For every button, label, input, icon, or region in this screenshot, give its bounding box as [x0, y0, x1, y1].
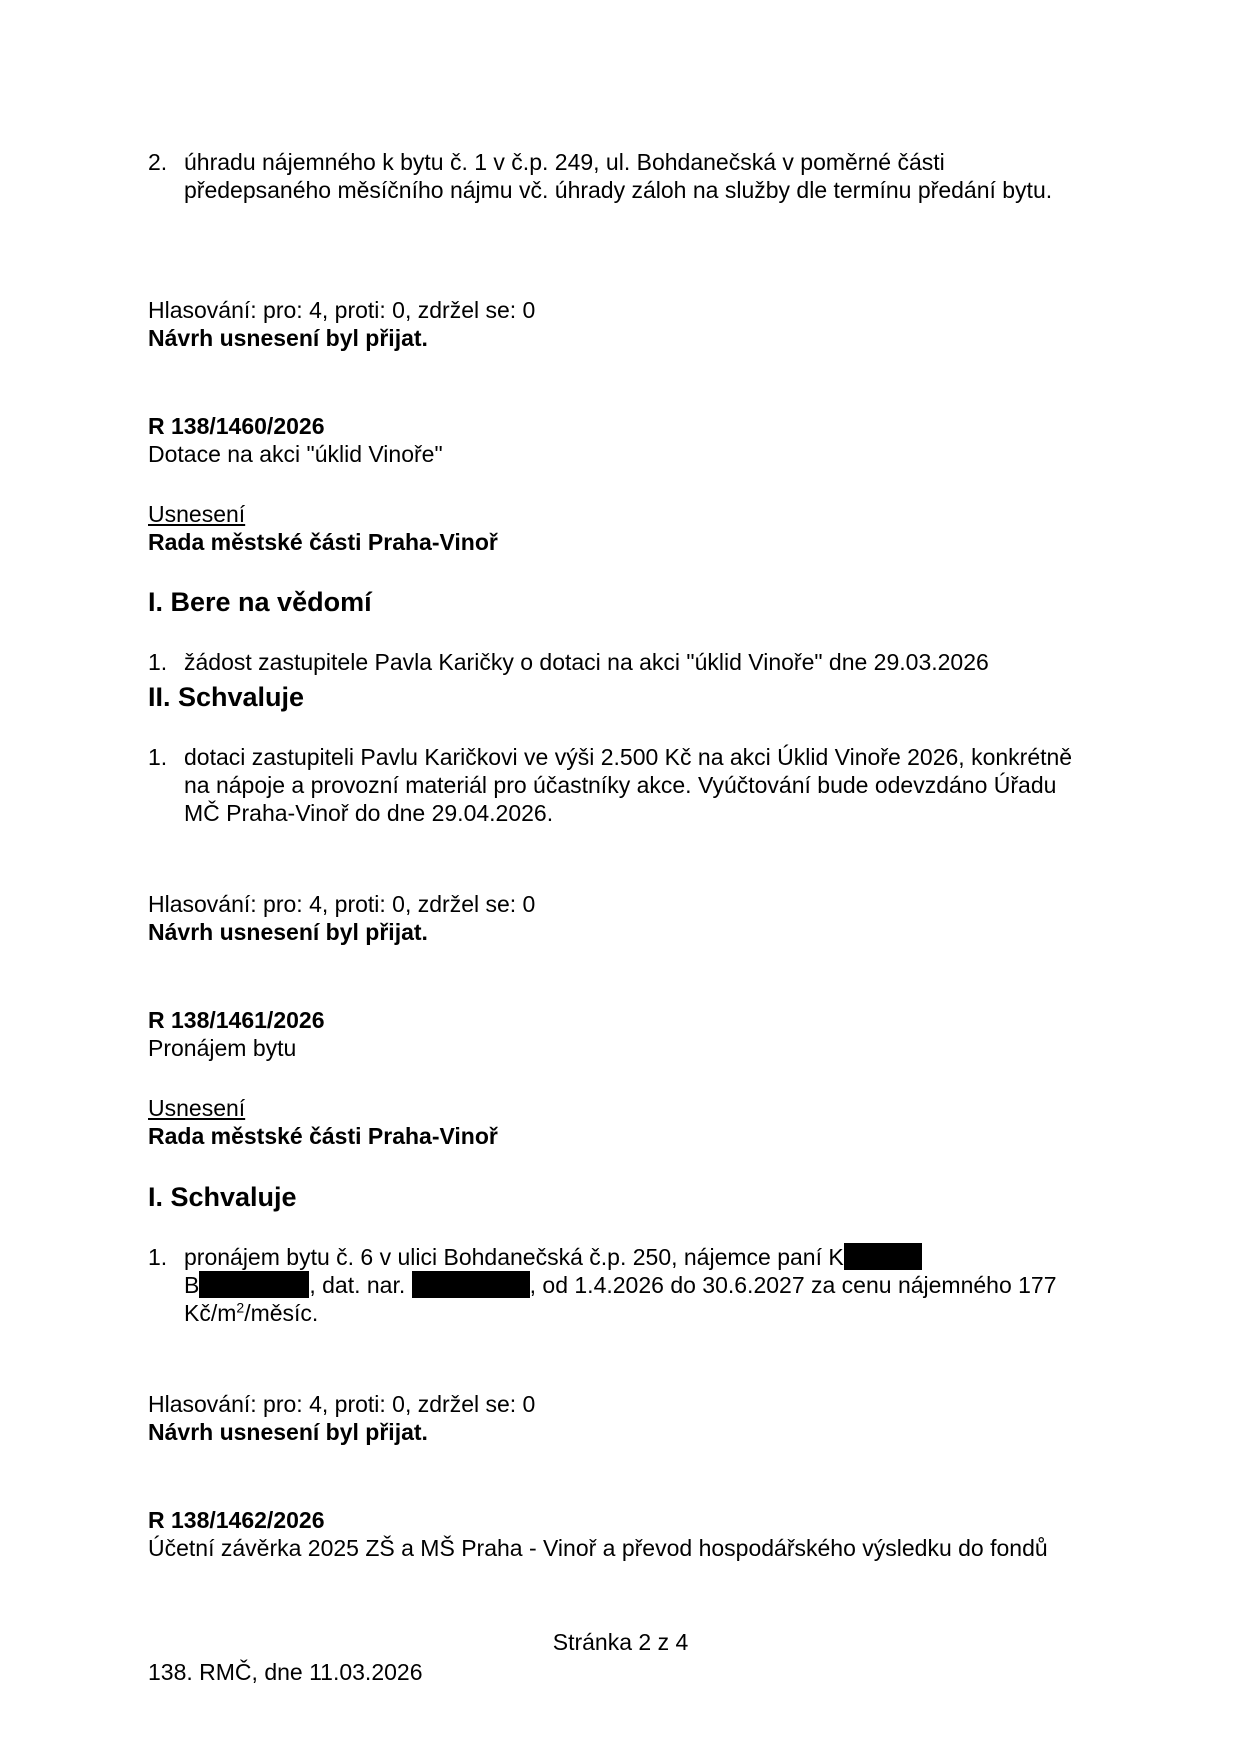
list-item-number: 1.: [148, 744, 168, 770]
vote-result: [148, 890, 1088, 946]
text-fragment: /měsíc.: [244, 1300, 319, 1326]
vote-text: Hlasování: pro: 4, proti: 0, zdržel se: 0: [148, 1391, 536, 1417]
redacted-block: [412, 1271, 530, 1298]
council-name: Rada městské části Praha-Vinoř: [148, 529, 498, 555]
text-fragment: , od 1.4.2026 do 30.6.2027 za cenu nájemného 177 Kč/m: [184, 1272, 1057, 1326]
text-fragment: pronájem bytu č. 6 v ulici Bohdanečská č.p. 250, nájemce paní K: [184, 1244, 844, 1270]
vote-text: Hlasování: pro: 4, proti: 0, zdržel se: 0: [148, 891, 536, 917]
list-item: [148, 148, 1088, 204]
resolution-id: R 138/1461/2026: [148, 1007, 325, 1033]
vote-outcome: Návrh usnesení byl přijat.: [148, 919, 428, 945]
list-item-text: žádost zastupitele Pavla Karičky o dotaci na akci "úklid Vinoře" dne 29.03.2026: [184, 649, 989, 675]
resolution-header: [148, 412, 1088, 468]
vote-result: [148, 296, 1088, 352]
redacted-block: [844, 1243, 922, 1270]
section-heading: I. Schvaluje: [148, 1182, 297, 1212]
usneseni-label: Usnesení: [148, 1095, 246, 1121]
section-heading: II. Schvaluje: [148, 682, 305, 712]
council-name: Rada městské části Praha-Vinoř: [148, 1123, 498, 1149]
vote-outcome: Návrh usnesení byl přijat.: [148, 325, 428, 351]
text-fragment: B: [184, 1272, 200, 1298]
resolution-title: Pronájem bytu: [148, 1035, 297, 1061]
page-number: Stránka 2 z 4: [552, 1629, 689, 1655]
footer-meeting-info: 138. RMČ, dne 11.03.2026: [148, 1659, 423, 1685]
section-heading: I. Bere na vědomí: [148, 587, 372, 617]
resolution-title: Dotace na akci "úklid Vinoře": [148, 441, 443, 467]
usneseni-label: Usnesení: [148, 501, 246, 527]
vote-result: [148, 1390, 1088, 1446]
resolution-id: R 138/1462/2026: [148, 1507, 325, 1533]
redacted-block: [199, 1271, 309, 1298]
list-item-text: [184, 1243, 1084, 1327]
superscript: 2: [236, 1299, 245, 1316]
list-item-number: 1.: [148, 1244, 168, 1270]
resolution-header: [148, 1506, 1088, 1562]
list-item: [148, 743, 1088, 827]
resolution-body-header: [148, 500, 1088, 556]
list-item: [148, 648, 1088, 676]
resolution-body-header: [148, 1094, 1088, 1150]
text-fragment: , dat. nar.: [309, 1272, 412, 1298]
resolution-id: R 138/1460/2026: [148, 413, 325, 439]
list-item-number: 2.: [148, 149, 168, 175]
list-item-number: 1.: [148, 649, 168, 675]
list-item-text: úhradu nájemného k bytu č. 1 v č.p. 249, ul. Bohdanečská v poměrné části předepsaného měsíčního nájmu vč. úhrady záloh na služby dle termínu předání bytu.: [184, 149, 1053, 203]
list-item-text: dotaci zastupiteli Pavlu Karičkovi ve výši 2.500 Kč na akci Úklid Vinoře 2026, konkrétně na nápoje a provozní materiál pro účastníky akce. Vyúčtování bude odevzdáno Úřadu MČ Praha-Vinoř do dne 29.04.2026.: [184, 744, 1073, 826]
list-item: [148, 1243, 1088, 1327]
resolution-title: Účetní závěrka 2025 ZŠ a MŠ Praha - Vinoř a převod hospodářského výsledku do fondů: [148, 1535, 1048, 1561]
resolution-header: [148, 1006, 1088, 1062]
vote-text: Hlasování: pro: 4, proti: 0, zdržel se: 0: [148, 297, 536, 323]
vote-outcome: Návrh usnesení byl přijat.: [148, 1419, 428, 1445]
